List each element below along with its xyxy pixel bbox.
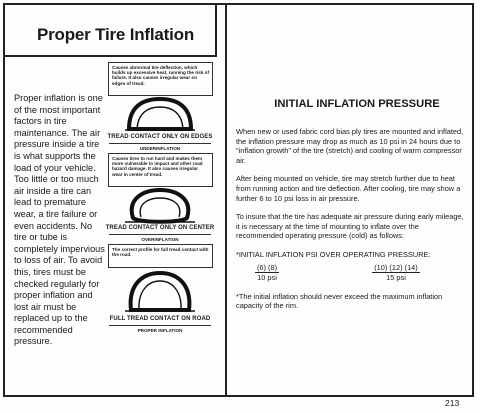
proper-inflation-label: PROPER INFLATION	[109, 325, 211, 333]
underinflated-tire-illustration	[103, 96, 217, 134]
proper-tire-illustration	[103, 268, 217, 316]
pressure-col-2	[356, 263, 436, 283]
ply-ratings-1: (6) (8)	[256, 262, 278, 272]
paragraph-1: When new or used fabric cord bias ply tires are mounted and inflated, the inflation pressure may drop as much as 10 psi in 24 hours due to "inflation growth" of the tire (stretch) and cooling of warm compressor air.	[236, 127, 464, 165]
section-heading: INITIAL INFLATION PRESSURE	[274, 98, 440, 110]
column-divider	[225, 3, 227, 397]
title-box	[3, 3, 217, 57]
psi-value-1: 10 psi	[257, 273, 277, 283]
overinflation-caption: Causes tires to run hard and makes them more vulnerable to impact and other road hazard damage. It also causes irregular wear in center of tread.	[108, 153, 213, 187]
page-title: Proper Tire Inflation	[37, 25, 195, 44]
paragraph-3: To insure that the tire has adequate air pressure during early mileage, it is necessary at the time of mounting to inflate over the recommended operating pressure (cold) as follows:	[236, 212, 464, 241]
footnote: *The initial inflation should never exceed the maximum inflation capacity of the rim.	[236, 291, 443, 311]
overinflation-contact-label: TREAD CONTACT ONLY ON CENTER	[105, 225, 215, 231]
overinflated-tire-icon	[123, 187, 197, 225]
table-intro: *INITIAL INFLATION PSI OVER OPERATING PRESSURE:	[236, 249, 431, 259]
overinflation-label: OVERINFLATION	[109, 234, 211, 242]
page-number: 213	[445, 398, 460, 408]
underinflation-contact-label: TREAD CONTACT ONLY ON EDGES	[107, 134, 213, 140]
underinflation-label: UNDERINFLATION	[109, 143, 211, 151]
paragraph-2: After being mounted on vehicle, tire may stretch further due to heat from running action and tire deflection. After cooling, tire may show a further 6 to 10 psi loss in air pressure.	[236, 174, 461, 203]
inflation-diagrams	[103, 62, 217, 335]
pressure-table	[236, 263, 464, 283]
proper-tire-icon	[123, 268, 197, 316]
proper-inflation-caption: The correct profile for full tread contact with the road.	[108, 244, 213, 268]
pressure-col-1	[236, 263, 298, 283]
psi-value-2: 15 psi	[386, 273, 406, 283]
ply-ratings-2: (10) (12) (14)	[374, 262, 418, 272]
overinflated-tire-illustration	[103, 187, 217, 225]
intro-paragraph: Proper inflation is one of the most important factors in tire maintenance. The air pressure inside a tire is what supports the load of your vehicle. Too little or too much air inside a tire can lead to premature wear, a tire failure or even accidents. No tire or tube is completely impervious to loss of air. To avoid this, tires must be checked regularly for proper inflation and lost air must be replaced up to the recommended pressure.	[14, 93, 105, 347]
underinflated-tire-icon	[123, 96, 197, 134]
underinflation-caption: Causes abnormal tire deflection, which builds up excessive heat, running the risk of failure. It also causes irregular wear on edges of tread.	[108, 62, 213, 96]
initial-inflation-section	[236, 98, 464, 320]
proper-contact-label: FULL TREAD CONTACT ON ROAD	[109, 316, 211, 322]
